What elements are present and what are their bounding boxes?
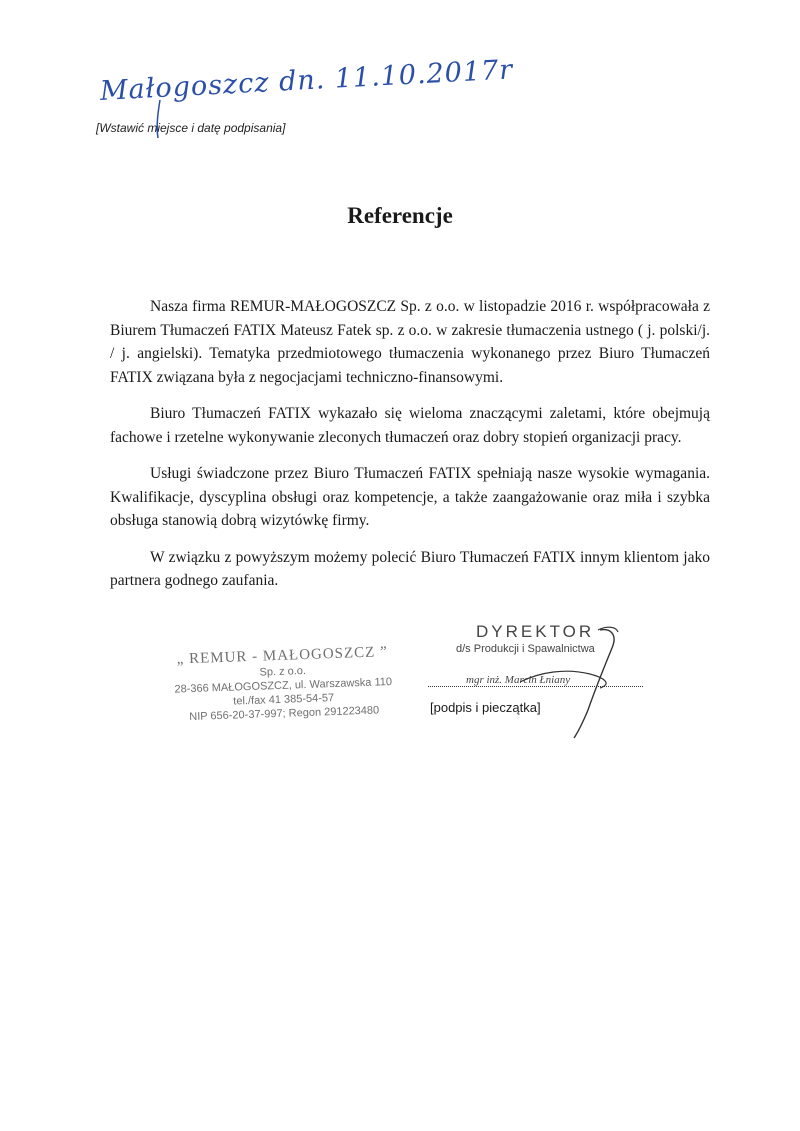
document-title: Referencje — [347, 203, 453, 229]
company-stamp-line: tel./fax 41 385-54-57 — [233, 692, 335, 708]
company-stamp-line: NIP 656-20-37-997; Regon 291223480 — [189, 704, 380, 724]
place-date-hint: [Wstawić miejsce i datę podpisania] — [96, 121, 286, 135]
handwritten-place-date: Małogoszcz dn. 11.10.2017r — [99, 54, 514, 107]
director-stamp-subtitle: d/s Produkcji i Spawalnictwa — [456, 643, 595, 655]
paragraph-3: Usługi świadczone przez Biuro Tłumaczeń FATIX spełniają nasze wysokie wymagania. Kwalifikacje, dyscyplina obsługi oraz kompetencje, a także zaangażowanie oraz miła i szybka obsługa stanowią dobrą wizytówkę firmy. — [110, 465, 710, 529]
signature-line — [428, 680, 643, 687]
company-stamp — [162, 644, 404, 725]
company-stamp-name: „ REMUR - MAŁOGOSZCZ ” — [176, 644, 388, 668]
company-stamp-line: Sp. z o.o. — [259, 664, 307, 679]
letter-body — [110, 295, 710, 606]
company-stamp-line: 28-366 MAŁOGOSZCZ, ul. Warszawska 110 — [174, 675, 393, 696]
paragraph-4: W związku z powyższym możemy polecić Biuro Tłumaczeń FATIX innym klientom jako partnera godnego zaufania. — [110, 548, 710, 589]
director-stamp-title: DYREKTOR — [476, 622, 595, 641]
paragraph-1: Nasza firma REMUR-MAŁOGOSZCZ Sp. z o.o. w listopadzie 2016 r. współpracowała z Biurem Tłumaczeń FATIX Mateusz Fatek sp. z o.o. w zakresie tłumaczenia ustnego ( j. polski/j. / j. angielski). Tematyka przedmiotowego tłumaczenia wykonanego przez Biuro Tłumaczeń FATIX związana była z negocjacjami techniczno-finansowymi. — [110, 298, 710, 386]
director-stamp-name: mgr inż. Marcin Łniany — [466, 674, 571, 686]
signature-label: [podpis i pieczątka] — [430, 700, 541, 715]
paragraph-2: Biuro Tłumaczeń FATIX wykazało się wieloma znaczącymi zaletami, które obejmują fachowe i rzetelne wykonywanie zleconych tłumaczeń oraz dobry stopień organizacji pracy. — [110, 405, 710, 446]
